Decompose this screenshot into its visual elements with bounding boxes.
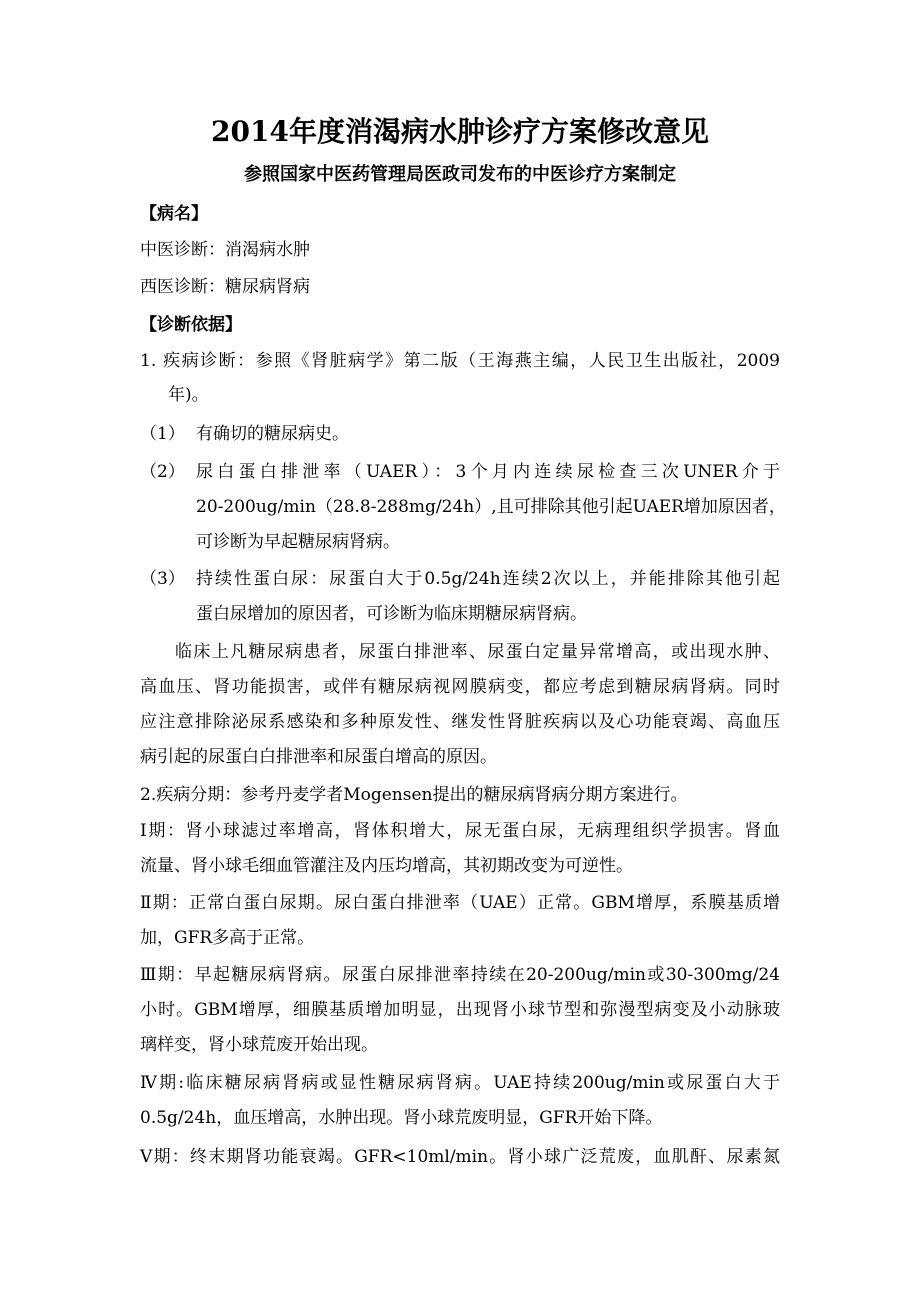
stage1-line2: 流量、肾小球毛细血管灌注及内压均增高，其初期改变为可逆性。 [140, 856, 633, 876]
stage1-line1: Ⅰ期：肾小球滤过率增高，肾体积增大，尿无蛋白尿，无病理组织学损害。肾血 [140, 821, 780, 841]
stage4-line1: Ⅳ期:临床糖尿病肾病或显性糖尿病肾病。UAE持续200ug/min或尿蛋白大于 [140, 1073, 780, 1093]
western-diagnosis: 西医诊断：糖尿病肾病 [140, 277, 310, 297]
sub3-number: （3） [140, 569, 185, 589]
sub3-line1: 持续性蛋白尿：尿蛋白大于0.5g/24h连续2次以上，并能排除其他引起 [196, 569, 780, 589]
document-subtitle: 参照国家中医药管理局医政司发布的中医诊疗方案制定 [244, 164, 676, 185]
para-line2: 高血压、肾功能损害，或伴有糖尿病视网膜病变，都应考虑到糖尿病肾病。同时 [140, 677, 780, 697]
sub2-line1: 尿白蛋白排泄率（UAER）：3个月内连续尿检查三次UNER介于 [196, 462, 780, 482]
sub3-line2: 蛋白尿增加的原因者，可诊断为临床期糖尿病肾病。 [196, 604, 587, 624]
section-heading-diagnosis: 【诊断依据】 [140, 315, 242, 335]
stage3-line1: Ⅲ期：早起糖尿病肾病。尿蛋白尿排泄率持续在20-200ug/min或30-300mg/24 [140, 965, 780, 985]
item1-line1: 1. 疾病诊断：参照《肾脏病学》第二版（王海燕主编，人民卫生出版社，2009 [140, 351, 780, 371]
stage3-line2: 小时。GBM增厚，细膜基质增加明显，出现肾小球节型和弥漫型病变及小动脉玻 [140, 1000, 780, 1020]
stage3-line3: 璃样变，肾小球荒废开始出现。 [140, 1035, 378, 1055]
stage2-line1: Ⅱ期：正常白蛋白尿期。尿白蛋白排泄率（UAE）正常。GBM增厚，系膜基质增 [140, 893, 780, 913]
item1-line2: 年)。 [168, 385, 209, 405]
item2: 2.疾病分期：参考丹麦学者Mogensen提出的糖尿病肾病分期方案进行。 [140, 785, 688, 805]
para-line3: 应注意排除泌尿系感染和多种原发性、继发性肾脏疾病以及心功能衰竭、高血压 [140, 712, 780, 732]
sub2-number: （2） [140, 462, 185, 482]
sub1-line1: 有确切的糖尿病史。 [196, 424, 349, 444]
tcm-diagnosis: 中医诊断：消渴病水肿 [140, 240, 310, 260]
sub2-line2: 20-200ug/min（28.8-288mg/24h）,且可排除其他引起UAER增加原因者， [196, 497, 786, 517]
document-title: 2014年度消渴病水肿诊疗方案修改意见 [211, 115, 709, 148]
sub2-line3: 可诊断为早起糖尿病肾病。 [196, 532, 400, 552]
para-line1: 临床上凡糖尿病患者，尿蛋白排泄率、尿蛋白定量异常增高，或出现水肿、 [175, 642, 780, 662]
stage5-line1: Ⅴ期：终末期肾功能衰竭。GFR<10ml/min。肾小球广泛荒废，血肌酐、尿素氮 [140, 1147, 780, 1167]
para-line4: 病引起的尿蛋白白排泄率和尿蛋白增高的原因。 [140, 747, 497, 767]
section-heading-disease-name: 【病名】 [140, 204, 208, 224]
stage2-line2: 加，GFR多高于正常。 [140, 928, 315, 948]
sub1-number: （1） [140, 424, 185, 444]
stage4-line2: 0.5g/24h，血压增高，水肿出现。肾小球荒废明显，GFR开始下降。 [140, 1108, 663, 1128]
